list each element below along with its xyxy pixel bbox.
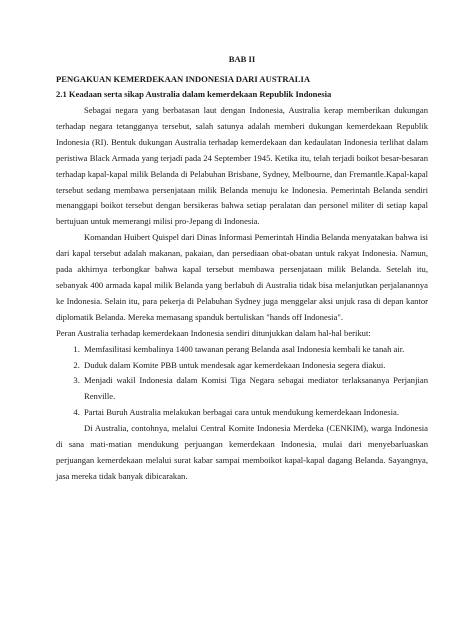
section-heading: 2.1 Keadaan serta sikap Australia dalam kemerdekaan Republik Indonesia [56,89,332,99]
list-item: 1. Memfasilitasi kembalinya 1400 tawanan perang Belanda asal Indonesia kembali ke tanah air. [82,342,428,358]
list-item: 3. Menjadi wakil Indonesia dalam Komisi Tiga Negara sebagai mediator terlaksananya Perjanjian Renville. [82,373,428,405]
paragraph-2: Komandan Huibert Quispel dari Dinas Informasi Pemerintah Hindia Belanda menyatakan bahwa isi dari kapal tersebut adalah makanan, pakaian, dan persediaan obat-obatan untuk rakyat Indonesia. Namun, pada akhirnya terbongkar bahwa kapal tersebut membawa persenjataan milik Belanda. Setelah itu, sebanyak 400 armada kapal milik Belanda yang berlabuh di Australia tidak bisa melanjutkan perjalanannya ke Indonesia. Selain itu, para pekerja di Pelabuhan Sydney juga menggelar aksi unjuk rasa di depan kantor diplomatik Belanda. Mereka memasang spanduk bertuliskan "hands off Indonesia". [56,232,428,322]
chapter-title: PENGAKUAN KEMERDEKAAN INDONESIA DARI AUSTRALIA [56,74,311,84]
list-item: 2. Duduk dalam Komite PBB untuk mendesak agar kemerdekaan Indonesia segera diakui. [82,358,428,374]
chapter-heading: BAB II [228,54,256,64]
paragraph-1: Sebagai negara yang berbatasan laut dengan Indonesia, Australia kerap memberikan dukungan terhadap negara tetangganya tersebut, salah satunya adalah memberi dukungan kemerdekaan Republik Indonesia (RI). Bentuk dukungan Australia terhadap kemerdekaan dan kedaulatan Indonesia terlihat dalam peristiwa Black Armada yang terjadi pada 24 September 1945. Ketika itu, telah terjadi boikot besar-besaran terhadap kapal-kapal milik Belanda di Pelabuhan Brisbane, Sydney, Melbourne, dan Fremantle.Kapal-kapal tersebut sedang membawa persenjataan milik Belanda menuju ke Indonesia. Pemerintah Belanda sendiri menanggapi boikot tersebut dengan bersikeras bahwa setiap peralatan dan personel militer di setiap kapal bertujuan untuk memerangi milisi pro-Jepang di Indonesia. [56,105,428,227]
paragraph-3: Peran Australia terhadap kemerdekaan Indonesia sendiri ditunjukkan dalam hal-hal berikut: [56,327,371,338]
list-item: 4. Partai Buruh Australia melakukan berbagai cara untuk mendukung kemerdekaan Indonesia. [82,405,428,421]
role-list [56,342,428,422]
paragraph-4: Di Australia, contohnya, melalui Central Komite Indonesia Merdeka (CENKIM), warga Indonesia di sana mati-matian mendukung perjuangan kemerdekaan Indonesia, mulai dari menyebarluaskan perjuangan kemerdekaan melalui surat kabar sampai memboikot kapal-kapal dagang Belanda. Sayangnya, jasa mereka tidak banyak dibicarakan. [56,423,428,481]
